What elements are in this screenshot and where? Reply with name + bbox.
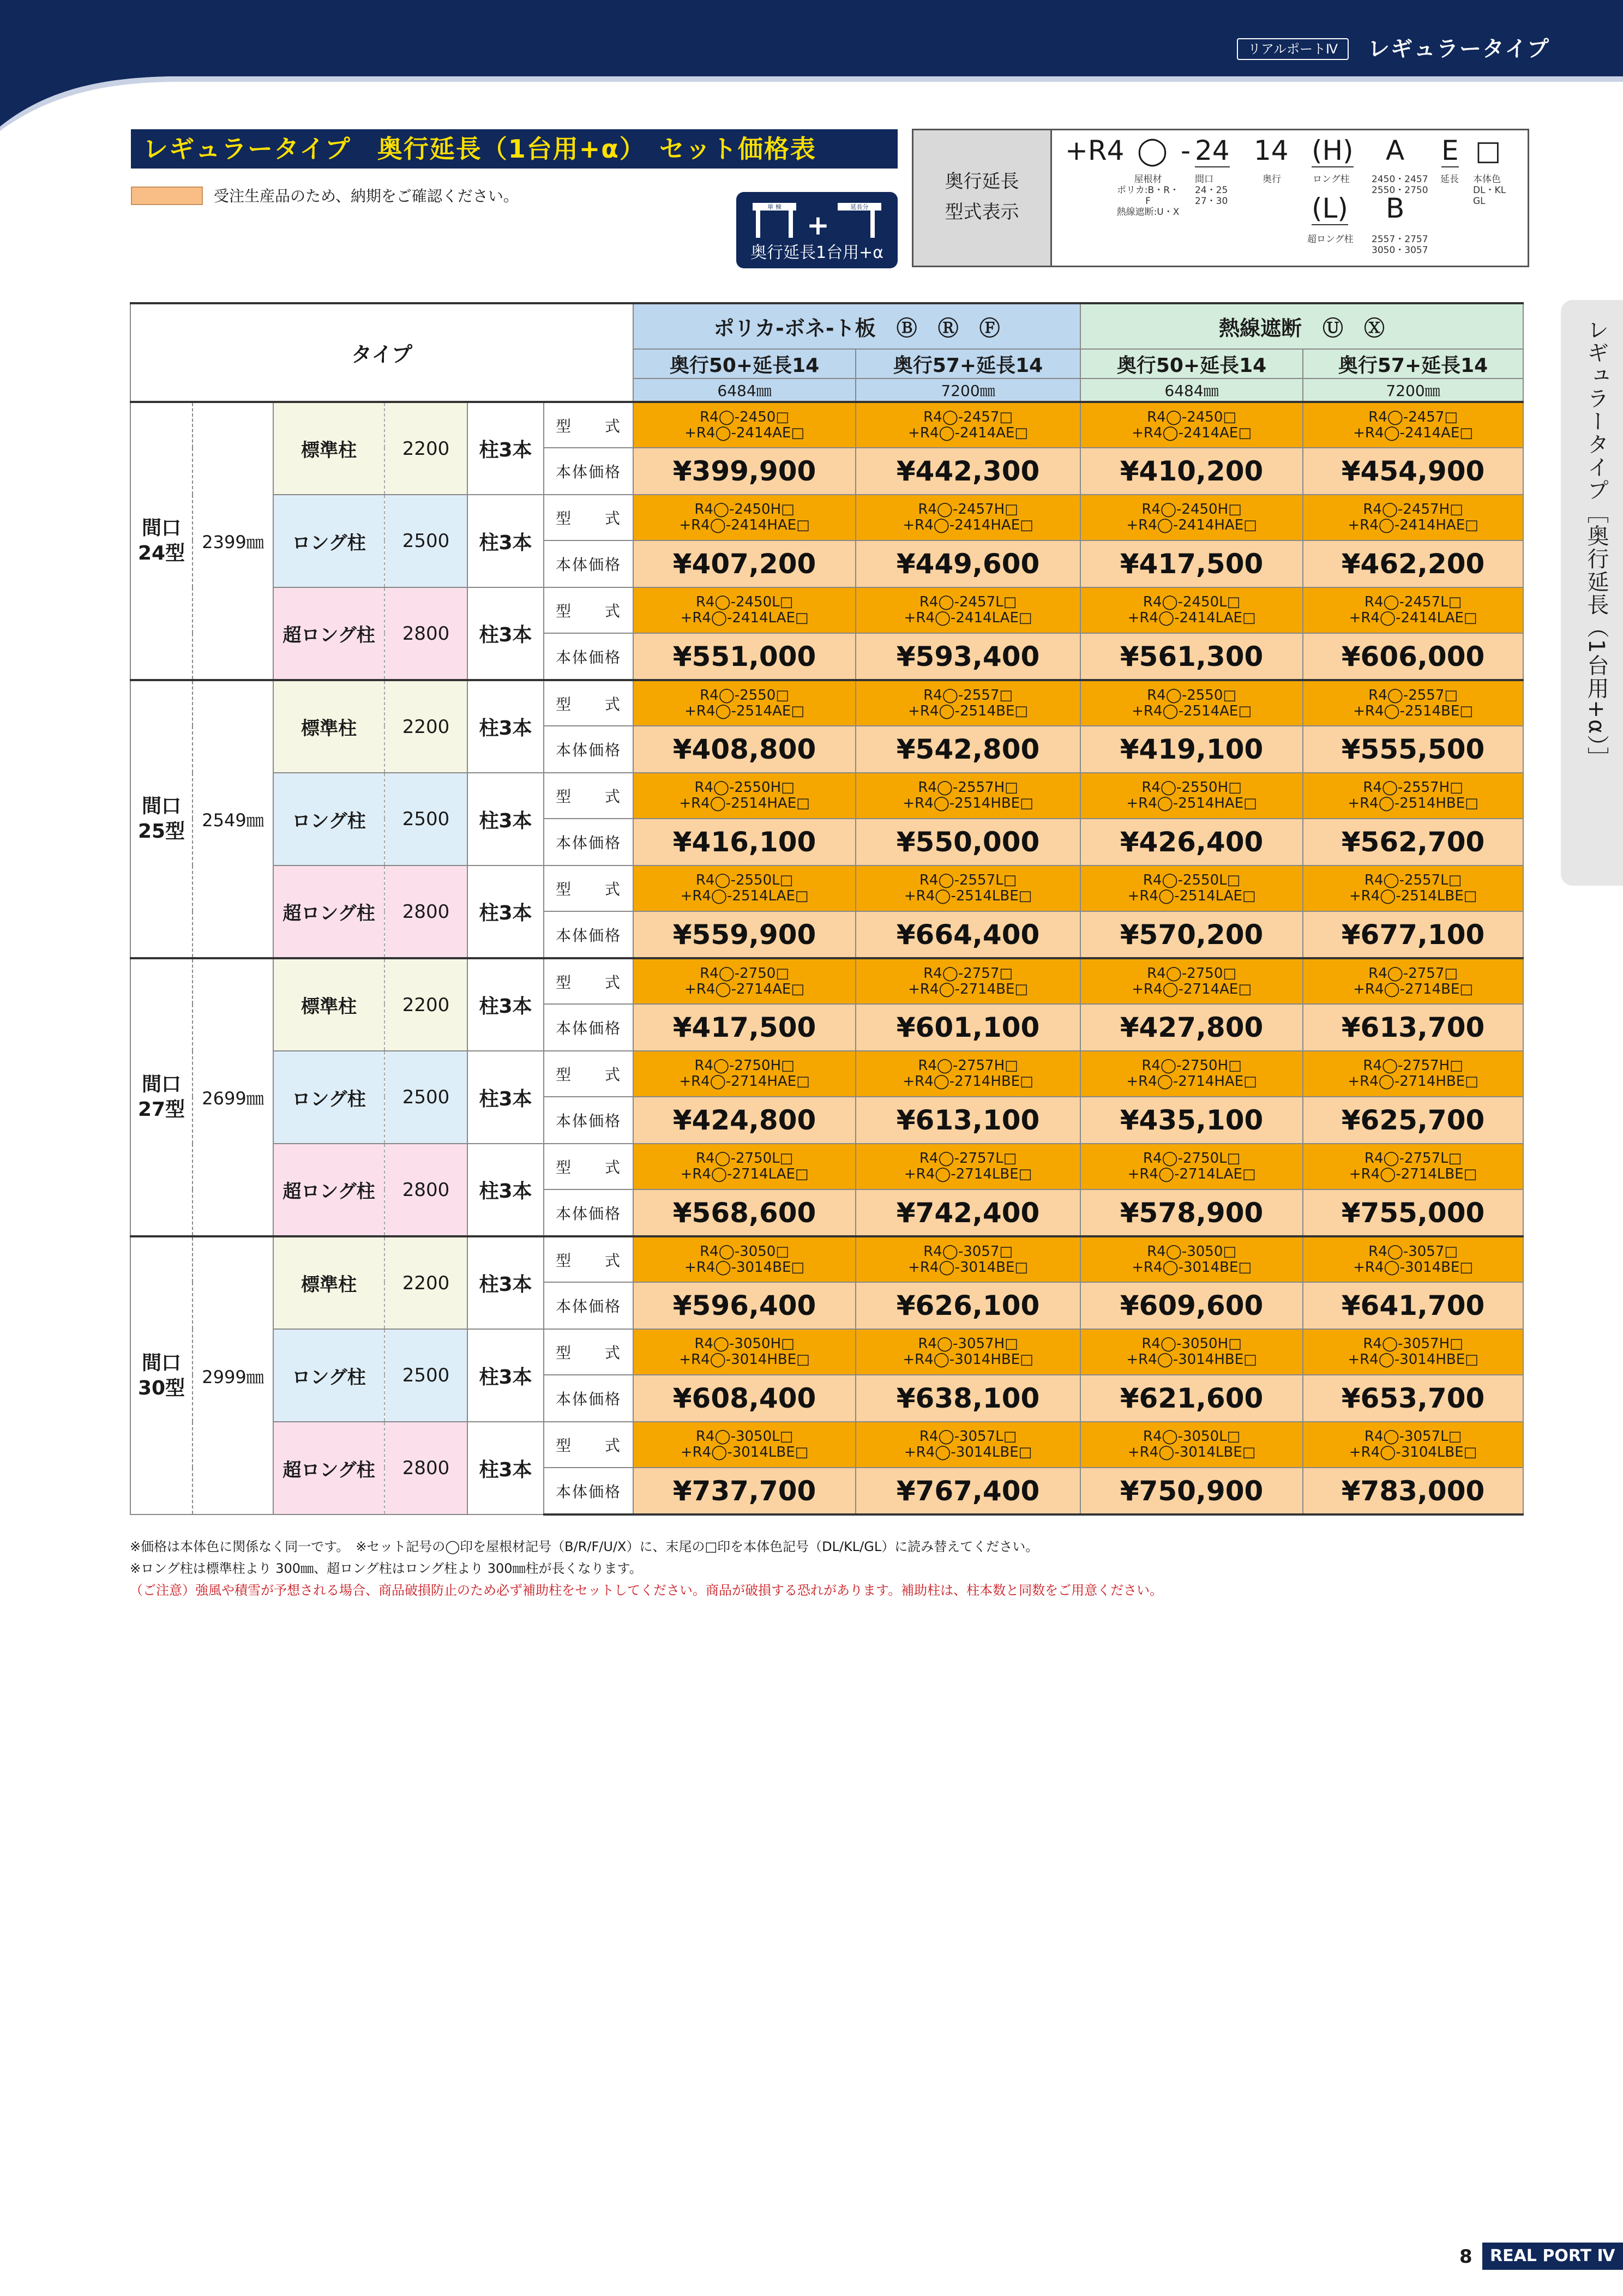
post-type-ultra-long: 超ロング柱	[273, 865, 384, 958]
price-cell: ¥559,900	[633, 911, 856, 958]
model-code-cell: R4◯-2557H□ +R4◯-2514HBE□	[1303, 773, 1523, 819]
code-sub-long: ロング柱	[1313, 174, 1350, 185]
price-table	[130, 302, 1524, 1516]
carport-icon	[736, 192, 898, 247]
price-cell: ¥542,800	[856, 726, 1080, 773]
post-height: 2200	[384, 402, 467, 495]
header-banner	[0, 0, 1623, 131]
col-header: 奥行57+延長14	[856, 349, 1080, 378]
post-count: 柱3本	[467, 865, 544, 958]
model-code-cell: R4◯-3057□ +R4◯-3014BE□	[1303, 1236, 1523, 1282]
model-code-cell: R4◯-2750L□ +R4◯-2714LAE□	[633, 1144, 856, 1189]
price-cell: ¥664,400	[856, 911, 1080, 958]
price-cell: ¥783,000	[1303, 1468, 1523, 1514]
col-length: 6484㎜	[1080, 378, 1303, 402]
price-cell: ¥653,700	[1303, 1375, 1523, 1422]
page-number: 8	[1459, 2246, 1472, 2268]
post-type-ultra-long: 超ロング柱	[273, 1422, 384, 1514]
model-code-cell: R4◯-2757□ +R4◯-2714BE□	[856, 958, 1080, 1004]
legend-swatch	[131, 187, 203, 205]
polycarbonate-header: ポリカ-ボネ-ト板 Ⓑ Ⓡ Ⓕ	[633, 303, 1080, 349]
model-label: 型 式	[544, 1422, 633, 1468]
model-label: 型 式	[544, 587, 633, 633]
model-row	[130, 1422, 1523, 1468]
post-type-standard: 標準柱	[273, 680, 384, 773]
post-type-long: ロング柱	[273, 1051, 384, 1144]
price-cell: ¥626,100	[856, 1282, 1080, 1329]
model-code-cell: R4◯-3050□ +R4◯-3014BE□	[633, 1236, 856, 1282]
price-cell: ¥638,100	[856, 1375, 1080, 1422]
model-code-cell: R4◯-3057L□ +R4◯-3104LBE□	[1303, 1422, 1523, 1468]
model-code-cell: R4◯-2450H□ +R4◯-2414HAE□	[633, 495, 856, 540]
price-cell: ¥609,600	[1080, 1282, 1303, 1329]
post-height: 2800	[384, 865, 467, 958]
model-code-cell: R4◯-2450□ +R4◯-2414AE□	[633, 402, 856, 448]
post-count: 柱3本	[467, 587, 544, 680]
price-cell: ¥417,500	[633, 1004, 856, 1051]
depth-extension-badge	[736, 192, 898, 268]
price-cell: ¥424,800	[633, 1097, 856, 1144]
model-code-cell: R4◯-2450H□ +R4◯-2414HAE□	[1080, 495, 1303, 540]
model-row	[130, 402, 1523, 448]
badge-left-label: 単 棟	[767, 203, 782, 211]
model-code-cell: R4◯-2457H□ +R4◯-2414HAE□	[856, 495, 1080, 540]
price-cell: ¥755,000	[1303, 1189, 1523, 1236]
model-row	[130, 1144, 1523, 1189]
post-type-standard: 標準柱	[273, 1236, 384, 1329]
model-label: 型 式	[544, 773, 633, 819]
post-type-long: ロング柱	[273, 1329, 384, 1422]
series-tag: リアルポートⅣ	[1237, 38, 1349, 60]
post-count: 柱3本	[467, 495, 544, 587]
model-code-box	[912, 129, 1529, 267]
heat-shield-header: 熱線遮断 Ⓤ Ⓧ	[1080, 303, 1523, 349]
post-height: 2200	[384, 958, 467, 1051]
model-code-cell: R4◯-2450□ +R4◯-2414AE□	[1080, 402, 1303, 448]
price-cell: ¥621,600	[1080, 1375, 1303, 1422]
code-sub-color: 本体色 DL・KL GL	[1473, 174, 1506, 207]
price-cell: ¥606,000	[1303, 633, 1523, 680]
model-label: 型 式	[544, 1329, 633, 1375]
post-height: 2800	[384, 1144, 467, 1236]
note-2: ※ロング柱は標準柱より 300㎜、超ロング柱はロング柱より 300㎜柱が長くなります。	[130, 1561, 642, 1576]
post-type-ultra-long: 超ロング柱	[273, 587, 384, 680]
footer-brand: REAL PORT Ⅳ	[1482, 2243, 1623, 2270]
price-label: 本体価格	[544, 1004, 633, 1051]
note-1: ※価格は本体色に関係なく同一です。 ※セット記号の◯印を屋根材記号（B/R/F/U/X）に、末尾の□印を本体色記号（DL/KL/GL）に読み替えてください。	[130, 1539, 1039, 1554]
model-code-cell: R4◯-3057H□ +R4◯-3014HBE□	[856, 1329, 1080, 1375]
model-row	[130, 680, 1523, 726]
model-code-cell: R4◯-2557L□ +R4◯-2514LBE□	[1303, 865, 1523, 911]
code-sub-roof: 屋根材 ポリカ:B・R・F 熱線遮断:U・X	[1116, 174, 1180, 218]
code-part-ext: E	[1441, 135, 1459, 166]
model-code-cell: R4◯-2550L□ +R4◯-2514LAE□	[633, 865, 856, 911]
width-mm: 2699㎜	[193, 958, 273, 1236]
model-code-cell: R4◯-2757H□ +R4◯-2714HBE□	[856, 1051, 1080, 1097]
price-cell: ¥608,400	[633, 1375, 856, 1422]
post-type-long: ロング柱	[273, 773, 384, 865]
model-code-cell: R4◯-2550L□ +R4◯-2514LAE□	[1080, 865, 1303, 911]
code-sub-ultra: 超ロング柱	[1307, 234, 1354, 245]
price-cell: ¥562,700	[1303, 819, 1523, 865]
model-code-cell: R4◯-2457□ +R4◯-2414AE□	[1303, 402, 1523, 448]
price-cell: ¥410,200	[1080, 448, 1303, 495]
model-code-cell: R4◯-3050H□ +R4◯-3014HBE□	[1080, 1329, 1303, 1375]
model-code-cell: R4◯-2750H□ +R4◯-2714HAE□	[633, 1051, 856, 1097]
model-code-cell: R4◯-2557H□ +R4◯-2514HBE□	[856, 773, 1080, 819]
model-code-cell: R4◯-3057H□ +R4◯-3014HBE□	[1303, 1329, 1523, 1375]
price-cell: ¥427,800	[1080, 1004, 1303, 1051]
price-cell: ¥555,500	[1303, 726, 1523, 773]
price-label: 本体価格	[544, 633, 633, 680]
post-type-ultra-long: 超ロング柱	[273, 1144, 384, 1236]
model-code-cell: R4◯-2450L□ +R4◯-2414LAE□	[633, 587, 856, 633]
price-label: 本体価格	[544, 1189, 633, 1236]
code-part-width: 24	[1195, 135, 1230, 166]
width-type-label: 間口 27型	[130, 958, 193, 1236]
type-header: タイプ	[130, 303, 633, 402]
post-count: 柱3本	[467, 773, 544, 865]
price-cell: ¥462,200	[1303, 540, 1523, 587]
price-cell: ¥568,600	[633, 1189, 856, 1236]
model-code-cell: R4◯-2750L□ +R4◯-2714LAE□	[1080, 1144, 1303, 1189]
model-code-cell: R4◯-2550□ +R4◯-2514AE□	[1080, 680, 1303, 726]
code-part-long: (H)	[1312, 135, 1354, 166]
price-cell: ¥407,200	[633, 540, 856, 587]
model-label: 型 式	[544, 865, 633, 911]
price-cell: ¥677,100	[1303, 911, 1523, 958]
model-code-cell: R4◯-2557L□ +R4◯-2514LBE□	[856, 865, 1080, 911]
footnotes	[130, 1536, 1163, 1601]
col-length: 6484㎜	[633, 378, 856, 402]
model-code-cell: R4◯-3050L□ +R4◯-3014LBE□	[633, 1422, 856, 1468]
model-code-cell: R4◯-2550□ +R4◯-2514AE□	[633, 680, 856, 726]
post-count: 柱3本	[467, 1144, 544, 1236]
price-cell: ¥625,700	[1303, 1097, 1523, 1144]
post-type-standard: 標準柱	[273, 958, 384, 1051]
post-type-long: ロング柱	[273, 495, 384, 587]
col-length: 7200㎜	[1303, 378, 1523, 402]
legend-text: 受注生産品のため、納期をご確認ください。	[214, 187, 519, 205]
model-row	[130, 495, 1523, 540]
code-label-line2: 型式表示	[945, 201, 1019, 223]
model-row	[130, 1236, 1523, 1282]
post-count: 柱3本	[467, 1051, 544, 1144]
post-height: 2500	[384, 773, 467, 865]
col-header: 奥行50+延長14	[633, 349, 856, 378]
model-code-cell: R4◯-2757L□ +R4◯-2714LBE□	[1303, 1144, 1523, 1189]
post-count: 柱3本	[467, 958, 544, 1051]
code-part-prefix: +R4	[1065, 135, 1125, 166]
post-height: 2500	[384, 495, 467, 587]
code-sub-width: 間口 24・25 27・30	[1195, 174, 1228, 207]
post-count: 柱3本	[467, 1236, 544, 1329]
model-code-cell: R4◯-2450L□ +R4◯-2414LAE□	[1080, 587, 1303, 633]
model-row	[130, 587, 1523, 633]
post-height: 2500	[384, 1051, 467, 1144]
model-code-cell: R4◯-2557□ +R4◯-2514BE□	[1303, 680, 1523, 726]
model-row	[130, 1329, 1523, 1375]
post-height: 2800	[384, 1422, 467, 1514]
price-label: 本体価格	[544, 540, 633, 587]
code-part-roof: ◯	[1137, 135, 1168, 166]
price-cell: ¥417,500	[1080, 540, 1303, 587]
badge-right-label: 延長分	[850, 203, 869, 211]
note-caution: （ご注意）強風や積雪が予想される場合、商品破損防止のため必ず補助柱をセットしてください。商品が破損する恐れがあります。補助柱は、柱本数と同数をご用意ください。	[130, 1583, 1163, 1598]
model-code-cell: R4◯-2557□ +R4◯-2514BE□	[856, 680, 1080, 726]
model-code-cell: R4◯-2757H□ +R4◯-2714HBE□	[1303, 1051, 1523, 1097]
model-row	[130, 1051, 1523, 1097]
page-title: レギュラータイプ 奥行延長（1台用+α） セット価格表	[131, 129, 898, 169]
price-label: 本体価格	[544, 819, 633, 865]
model-code-cell: R4◯-3057□ +R4◯-3014BE□	[856, 1236, 1080, 1282]
model-code-cell: R4◯-3050□ +R4◯-3014BE□	[1080, 1236, 1303, 1282]
model-code-cell: R4◯-3050L□ +R4◯-3014LBE□	[1080, 1422, 1303, 1468]
col-length: 7200㎜	[856, 378, 1080, 402]
price-cell: ¥561,300	[1080, 633, 1303, 680]
width-mm: 2399㎜	[193, 402, 273, 680]
model-row	[130, 773, 1523, 819]
price-cell: ¥419,100	[1080, 726, 1303, 773]
code-part-b: B	[1386, 193, 1405, 224]
price-cell: ¥416,100	[633, 819, 856, 865]
col-header: 奥行57+延長14	[1303, 349, 1523, 378]
width-mm: 2999㎜	[193, 1236, 273, 1514]
price-cell: ¥449,600	[856, 540, 1080, 587]
code-part-color: □	[1475, 135, 1501, 166]
model-label: 型 式	[544, 495, 633, 540]
price-label: 本体価格	[544, 726, 633, 773]
width-type-label: 間口 30型	[130, 1236, 193, 1514]
model-code-cell: R4◯-2757□ +R4◯-2714BE□	[1303, 958, 1523, 1004]
price-cell: ¥454,900	[1303, 448, 1523, 495]
post-count: 柱3本	[467, 680, 544, 773]
price-cell: ¥750,900	[1080, 1468, 1303, 1514]
post-count: 柱3本	[467, 1422, 544, 1514]
price-cell: ¥596,400	[633, 1282, 856, 1329]
price-cell: ¥737,700	[633, 1468, 856, 1514]
code-part-ultra: (L)	[1312, 193, 1348, 224]
price-cell: ¥767,400	[856, 1468, 1080, 1514]
model-code-cell: R4◯-2457□ +R4◯-2414AE□	[856, 402, 1080, 448]
model-code-cell: R4◯-2750□ +R4◯-2714AE□	[633, 958, 856, 1004]
post-height: 2500	[384, 1329, 467, 1422]
code-sub-b: 2557・2757 3050・3057	[1372, 234, 1428, 256]
model-row	[130, 958, 1523, 1004]
header-wave-graphic	[0, 0, 1623, 131]
badge-plus: +	[807, 209, 829, 241]
price-label: 本体価格	[544, 911, 633, 958]
model-label: 型 式	[544, 958, 633, 1004]
model-code-cell: R4◯-2550H□ +R4◯-2514HAE□	[1080, 773, 1303, 819]
model-code-cell: R4◯-2750H□ +R4◯-2714HAE□	[1080, 1051, 1303, 1097]
code-part-a: A	[1386, 135, 1405, 166]
post-type-standard: 標準柱	[273, 402, 384, 495]
price-cell: ¥551,000	[633, 633, 856, 680]
model-code-cell: R4◯-2457H□ +R4◯-2414HAE□	[1303, 495, 1523, 540]
price-label: 本体価格	[544, 1282, 633, 1329]
post-height: 2800	[384, 587, 467, 680]
model-label: 型 式	[544, 1144, 633, 1189]
price-cell: ¥613,700	[1303, 1004, 1523, 1051]
price-cell: ¥435,100	[1080, 1097, 1303, 1144]
width-mm: 2549㎜	[193, 680, 273, 958]
price-label: 本体価格	[544, 1375, 633, 1422]
price-cell: ¥593,400	[856, 633, 1080, 680]
price-label: 本体価格	[544, 1097, 633, 1144]
model-code-cell: R4◯-2750□ +R4◯-2714AE□	[1080, 958, 1303, 1004]
width-type-label: 間口 24型	[130, 402, 193, 680]
badge-caption: 奥行延長1台用+α	[750, 243, 883, 262]
code-sub-depth: 奥行	[1263, 174, 1281, 185]
model-label: 型 式	[544, 1236, 633, 1282]
model-code-cell: R4◯-3057L□ +R4◯-3014LBE□	[856, 1422, 1080, 1468]
model-label: 型 式	[544, 1051, 633, 1097]
price-cell: ¥570,200	[1080, 911, 1303, 958]
price-label: 本体価格	[544, 448, 633, 495]
price-cell: ¥578,900	[1080, 1189, 1303, 1236]
model-code-cell: R4◯-2550H□ +R4◯-2514HAE□	[633, 773, 856, 819]
model-code-cell: R4◯-3050H□ +R4◯-3014HBE□	[633, 1329, 856, 1375]
price-label: 本体価格	[544, 1468, 633, 1514]
price-cell: ¥742,400	[856, 1189, 1080, 1236]
header-title: レギュラータイプ	[1368, 37, 1550, 62]
code-part-dash: -	[1181, 135, 1191, 166]
post-count: 柱3本	[467, 402, 544, 495]
model-label: 型 式	[544, 680, 633, 726]
price-cell: ¥399,900	[633, 448, 856, 495]
model-code-cell: R4◯-2757L□ +R4◯-2714LBE□	[856, 1144, 1080, 1189]
model-code-cell: R4◯-2457L□ +R4◯-2414LAE□	[856, 587, 1080, 633]
model-label: 型 式	[544, 402, 633, 448]
code-label-line1: 奥行延長	[945, 171, 1019, 193]
model-code-label	[913, 130, 1052, 266]
model-code-cell: R4◯-2457L□ +R4◯-2414LAE□	[1303, 587, 1523, 633]
price-cell: ¥408,800	[633, 726, 856, 773]
col-header: 奥行50+延長14	[1080, 349, 1303, 378]
code-part-depth: 14	[1254, 135, 1289, 166]
code-sub-a: 2450・2457 2550・2750	[1372, 174, 1428, 196]
post-height: 2200	[384, 1236, 467, 1329]
code-sub-ext: 延長	[1440, 174, 1459, 185]
side-index-label: レギュラータイプ［奥行延長（1台用+α）］	[1584, 318, 1609, 770]
price-cell: ¥550,000	[856, 819, 1080, 865]
width-type-label: 間口 25型	[130, 680, 193, 958]
model-row	[130, 865, 1523, 911]
price-cell: ¥442,300	[856, 448, 1080, 495]
price-cell: ¥601,100	[856, 1004, 1080, 1051]
price-cell: ¥426,400	[1080, 819, 1303, 865]
post-count: 柱3本	[467, 1329, 544, 1422]
price-cell: ¥641,700	[1303, 1282, 1523, 1329]
price-cell: ¥613,100	[856, 1097, 1080, 1144]
post-height: 2200	[384, 680, 467, 773]
